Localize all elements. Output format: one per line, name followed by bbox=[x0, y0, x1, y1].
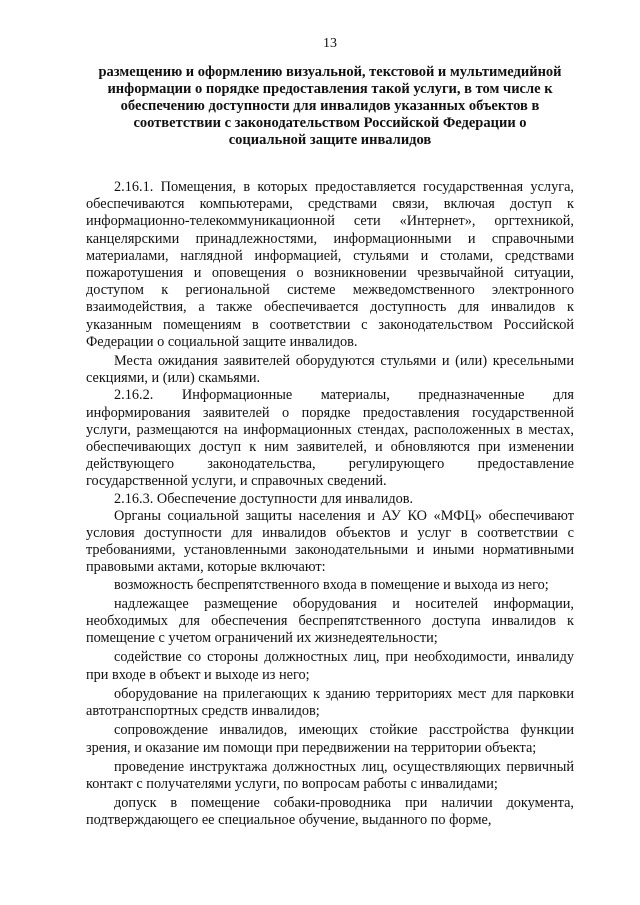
document-page bbox=[86, 36, 574, 830]
list-item-assistance: содействие со стороны должностных лиц, при необходимости, инвалиду при входе в объект и выходе из него; bbox=[86, 649, 574, 683]
heading-line: соответствии с законодательством Российской Федерации о bbox=[133, 115, 527, 131]
list-item-parking: оборудование на прилегающих к зданию территориях мест для парковки автотранспортных средств инвалидов; bbox=[86, 685, 574, 720]
heading-line: социальной защите инвалидов bbox=[228, 132, 432, 148]
paragraph-accessibility-conditions: Органы социальной защиты населения и АУ КО «МФЦ» обеспечивают условия доступности для инвалидов объектов и услуг в соответствии с требованиями, установленными законодательными и иными нормативными правовыми актами, которые включают: bbox=[86, 507, 574, 576]
paragraph-2-16-3: 2.16.3. Обеспечение доступности для инвалидов. bbox=[114, 490, 414, 507]
list-item-escort: сопровождение инвалидов, имеющих стойкие расстройства функции зрения, и оказание им помощи при передвижении на территории объекта; bbox=[86, 722, 574, 756]
list-item-guide-dog: допуск в помещение собаки-проводника при наличии документа, подтверждающего ее специальное обучение, выданного по форме, bbox=[86, 795, 574, 829]
paragraph-2-16-2: 2.16.2. Информационные материалы, предназначенные для информирования заявителей о порядке предоставления государственной услуги, размещаются на информационных стендах, расположенных в местах, обеспечивающих доступ к ним заявителей, и обновляются при изменении действующего законодательства, регулирующего предоставление государственной услуги, и справочных сведений. bbox=[86, 387, 574, 490]
list-item-briefing: проведение инструктажа должностных лиц, осуществляющих первичный контакт с получателями услуги, по вопросам работы с инвалидами; bbox=[86, 758, 574, 792]
heading-line: размещению и оформлению визуальной, текстовой и мультимедийной bbox=[98, 64, 562, 80]
list-item-entrance: возможность беспрепятственного входа в помещение и выхода из него; bbox=[114, 576, 549, 593]
heading-line: информации о порядке предоставления такой услуги, в том числе к bbox=[107, 81, 553, 97]
paragraph-waiting-places: Места ожидания заявителей оборудуются стульями и (или) кресельными секциями, и (или) скамьями. bbox=[86, 353, 574, 387]
heading-line: обеспечению доступности для инвалидов указанных объектов в bbox=[120, 98, 540, 114]
list-item-equipment-placement: надлежащее размещение оборудования и носителей информации, необходимых для обеспечения беспрепятственного доступа инвалидов к помещение с учетом ограничений их жизнедеятельности; bbox=[86, 595, 574, 647]
section-heading bbox=[86, 64, 574, 149]
page-number: 13 bbox=[323, 36, 337, 51]
document-body bbox=[86, 179, 574, 830]
paragraph-2-16-1: 2.16.1. Помещения, в которых предоставляется государственная услуга, обеспечиваются компьютерами, средствами связи, включая доступ к информационно-телекоммуникационной сети «Интернет», оргтехникой, канцелярскими принадлежностями, информационными и справочными материалами, наглядной информацией, стульями и столами, средствами пожаротушения и оповещения о возникновении чрезвычайной ситуации, доступом к региональной системе межведомственного электронного взаимодействия, а также обеспечивается доступность для инвалидов к указанным помещениям в соответствии с законодательством Российской Федерации о социальной защите инвалидов. bbox=[86, 179, 574, 350]
